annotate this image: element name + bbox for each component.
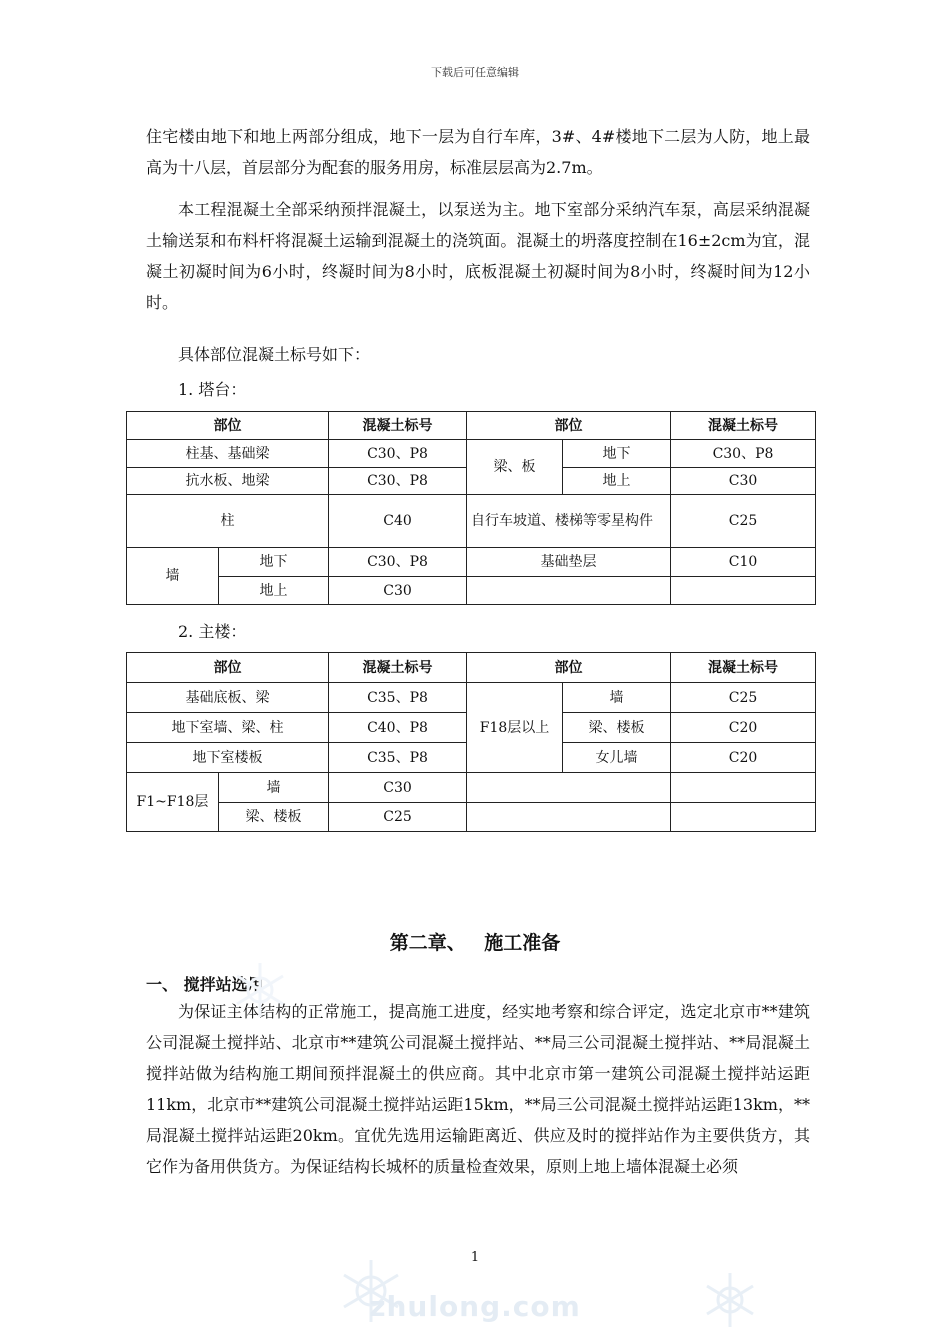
- cell-grade-2: C20: [671, 713, 816, 743]
- cell-part: 柱基、基础梁: [127, 440, 329, 468]
- paragraph-concrete-description: 本工程混凝土全部采纳预拌混凝土，以泵送为主。地下室部分采纳汽车泵，高层采纳混凝土输送泵和布料杆将混凝土运输到混凝土的浇筑面。混凝土的坍落度控制在16±2cm为宜，混凝土初凝时间为6小时，终凝时间为8小时，底板混凝土初凝时间为8小时，终凝时间为12小时。: [146, 200, 810, 312]
- table-tower-grades: [126, 411, 816, 605]
- cell-grade: C40、P8: [329, 713, 467, 743]
- header-grade: 混凝土标号: [329, 653, 467, 683]
- cell-f1-f18: F1~F18层: [127, 773, 219, 832]
- paragraph-building-overview: 住宅楼由地下和地上两部分组成，地下一层为自行车库，3#、4#楼地下二层为人防，地上最高为十八层，首层部分为配套的服务用房，标准层层高为2.7m。: [146, 127, 810, 177]
- cell-empty: [671, 773, 816, 803]
- header-part-2: 部位: [467, 653, 671, 683]
- section-title: 一、 搅拌站选用: [146, 975, 264, 994]
- chapter-title: 第二章、 施工准备: [389, 932, 561, 954]
- cell-sub: 地上: [563, 468, 671, 495]
- header-part-2: 部位: [467, 412, 671, 440]
- header-part: 部位: [127, 653, 329, 683]
- cell-grade-2: C30: [671, 468, 816, 495]
- cell-grade-2: C25: [671, 683, 816, 713]
- page-number: 1: [470, 1250, 480, 1265]
- cell-grade: C35、P8: [329, 683, 467, 713]
- cell-grade: C30: [329, 773, 467, 803]
- cell-part-2: 基础垫层: [467, 548, 671, 577]
- cell-sub: 地下: [219, 548, 329, 577]
- cell-grade: C25: [329, 803, 467, 832]
- cell-sub: 女儿墙: [563, 743, 671, 773]
- cell-empty: [467, 773, 671, 803]
- cell-empty: [467, 577, 671, 605]
- cell-grade-2: C30、P8: [671, 440, 816, 468]
- cell-sub: 地下: [563, 440, 671, 468]
- list-heading-tower: 1. 塔台：: [178, 380, 247, 399]
- cell-sub: 梁、楼板: [219, 803, 329, 832]
- cell-part: 地下室楼板: [127, 743, 329, 773]
- page-header: 下载后可任意编辑: [431, 66, 519, 79]
- cell-beam-slab: 梁、板: [467, 440, 563, 495]
- cell-part: 柱: [127, 495, 329, 548]
- cell-grade-2: C20: [671, 743, 816, 773]
- header-grade-2: 混凝土标号: [671, 412, 816, 440]
- paragraph-mixing-station: 为保证主体结构的正常施工，提高施工进度，经实地考察和综合评定，选定北京市**建筑公司混凝土搅拌站、北京市**建筑公司混凝土搅拌站、**局三公司混凝土搅拌站、**局混凝土搅拌站做为结构施工期间预拌混凝土的供应商。其中北京市第一建筑公司混凝土搅拌站运距11km，北京市**建筑公司混凝土搅拌站运距15km，**局三公司混凝土搅拌站运距13km，**局混凝土搅拌站运距20km。宜优先选用运输距离近、供应及时的搅拌站作为主要供货方，其它作为备用供货方。为保证结构长城杯的质量检查效果，原则上地上墙体混凝土必须: [146, 1002, 810, 1176]
- header-grade: 混凝土标号: [329, 412, 467, 440]
- cell-part: 地下室墙、梁、柱: [127, 713, 329, 743]
- cell-sub: 墙: [219, 773, 329, 803]
- cell-grade: C30、P8: [329, 440, 467, 468]
- cell-grade-2: C25: [671, 495, 816, 548]
- table-main-building-grades: [126, 652, 816, 832]
- header-grade-2: 混凝土标号: [671, 653, 816, 683]
- list-heading-main-building: 2. 主楼：: [178, 622, 247, 641]
- cell-sub: 梁、楼板: [563, 713, 671, 743]
- watermark-snowflake-icon: [230, 960, 290, 1020]
- cell-grade: C35、P8: [329, 743, 467, 773]
- cell-grade-2: C10: [671, 548, 816, 577]
- paragraph-grade-intro: 具体部位混凝土标号如下：: [178, 345, 371, 364]
- cell-empty: [671, 577, 816, 605]
- cell-empty: [671, 803, 816, 832]
- watermark-text: zhulong.com: [369, 1290, 581, 1323]
- cell-above-f18: F18层以上: [467, 683, 563, 773]
- header-part: 部位: [127, 412, 329, 440]
- cell-empty: [467, 803, 671, 832]
- cell-part: 抗水板、地梁: [127, 468, 329, 495]
- cell-grade: C30、P8: [329, 468, 467, 495]
- cell-grade: C30、P8: [329, 548, 467, 577]
- cell-sub: 地上: [219, 577, 329, 605]
- cell-part: 基础底板、梁: [127, 683, 329, 713]
- cell-sub: 墙: [563, 683, 671, 713]
- cell-wall: 墙: [127, 548, 219, 605]
- cell-grade: C30: [329, 577, 467, 605]
- cell-grade: C40: [329, 495, 467, 548]
- cell-part-2: 自行车坡道、楼梯等零星构件: [467, 495, 671, 548]
